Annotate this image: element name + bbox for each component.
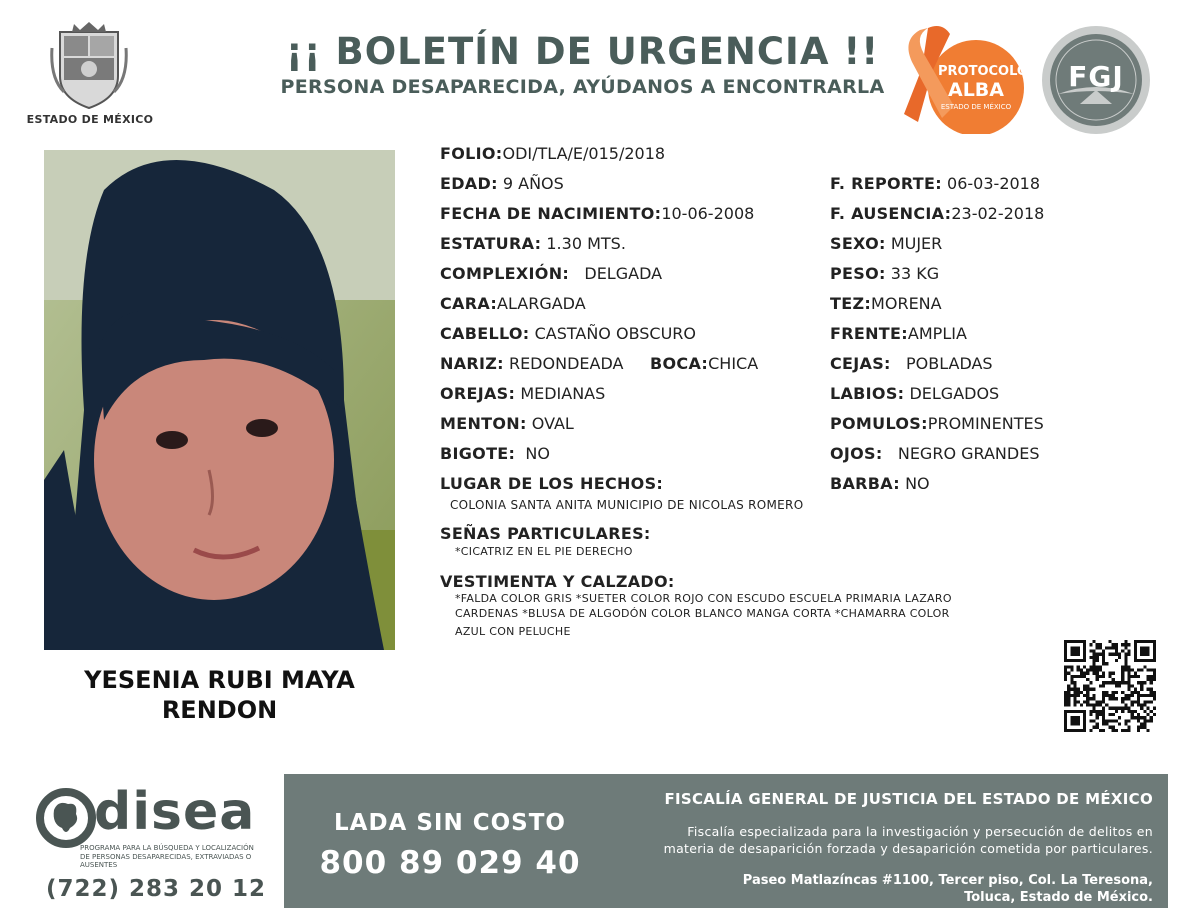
value: CASTAÑO OBSCURO	[534, 324, 697, 343]
odisea-map-pin-icon	[36, 788, 96, 850]
agency-address-2: Toluca, Estado de México.	[964, 890, 1153, 905]
state-coat-of-arms-icon	[50, 18, 128, 110]
field-f-reporte	[830, 174, 1040, 193]
vestimenta-line-1: *FALDA COLOR GRIS *SUETER COLOR ROJO CON ESCUDO ESCUELA PRIMARIA LAZARO	[455, 592, 952, 605]
senas-particulares-value: *CICATRIZ EN EL PIE DERECHO	[455, 545, 633, 558]
label: PESO:	[830, 264, 886, 283]
label: LUGAR DE LOS HECHOS:	[440, 474, 664, 493]
odisea-tagline-1: PROGRAMA PARA LA BÚSQUEDA Y LOCALIZACIÓN	[80, 844, 254, 852]
field-senas-particulares	[440, 524, 651, 543]
field-cabello	[440, 324, 696, 343]
field-bigote	[440, 444, 550, 463]
label: F. REPORTE:	[830, 174, 942, 193]
field-complexion	[440, 264, 662, 283]
protocolo-alba-logo	[898, 22, 1030, 134]
field-ojos	[830, 444, 1039, 463]
bulletin-title: ¡¡ BOLETÍN DE URGENCIA !!	[285, 30, 880, 73]
value: NO	[905, 474, 930, 493]
alba-line-3: ESTADO DE MÉXICO	[940, 103, 1012, 111]
value: MEDIANAS	[520, 384, 606, 403]
odisea-tagline-3: AUSENTES	[80, 861, 118, 869]
label: SEXO:	[830, 234, 886, 253]
field-pomulos	[830, 414, 1044, 433]
value: NO	[525, 444, 550, 463]
label: FRENTE:	[830, 324, 908, 343]
fgj-text: FGJ	[1068, 60, 1124, 93]
label: LABIOS:	[830, 384, 905, 403]
agency-description	[605, 823, 1153, 857]
bulletin-subtitle: PERSONA DESAPARECIDA, AYÚDANOS A ENCONTRARLA	[280, 76, 885, 98]
field-barba	[830, 474, 930, 493]
label: CARA:	[440, 294, 498, 313]
field-f-ausencia	[830, 204, 1044, 223]
field-vestimenta	[440, 572, 675, 591]
value: MUJER	[890, 234, 943, 253]
label: POMULOS:	[830, 414, 928, 433]
label: F. AUSENCIA:	[830, 204, 952, 223]
field-cara	[440, 294, 586, 313]
toll-free-label: LADA SIN COSTO	[334, 810, 566, 836]
value: 1.30 MTS.	[546, 234, 626, 253]
value: 10-06-2008	[661, 204, 755, 223]
label: NARIZ:	[440, 354, 504, 373]
field-frente	[830, 324, 967, 343]
value: 33 KG	[890, 264, 940, 283]
field-tez	[830, 294, 942, 313]
missing-person-name	[44, 665, 395, 725]
lugar-hechos-value: COLONIA SANTA ANITA MUNICIPIO DE NICOLAS ROMERO	[450, 498, 804, 512]
state-label: ESTADO DE MÉXICO	[26, 113, 154, 126]
value: ALARGADA	[497, 294, 586, 313]
label: FECHA DE NACIMIENTO:	[440, 204, 662, 223]
value: OVAL	[531, 414, 574, 433]
phone-number: (722) 283 20 12	[45, 876, 267, 902]
vestimenta-line-3: AZUL CON PELUCHE	[455, 625, 571, 638]
odisea-logo	[36, 782, 276, 876]
toll-free-number: 800 89 029 40	[319, 845, 581, 881]
value: REDONDEADA	[508, 354, 624, 373]
value: MORENA	[871, 294, 942, 313]
vestimenta-line-2: CARDENAS *BLUSA DE ALGODÓN COLOR BLANCO MANGA CORTA *CHAMARRA COLOR	[455, 607, 950, 620]
label: BOCA:	[650, 354, 709, 373]
label: BARBA:	[830, 474, 900, 493]
value: CHICA	[708, 354, 759, 373]
odisea-tagline-2: DE PERSONAS DESAPARECIDAS, EXTRAVIADAS O	[80, 852, 252, 861]
missing-person-photo	[44, 150, 395, 650]
label: FOLIO:	[440, 144, 503, 163]
label: CABELLO:	[440, 324, 530, 343]
value: DELGADOS	[909, 384, 1000, 403]
label: ESTATURA:	[440, 234, 542, 253]
alba-line-2: ALBA	[948, 79, 1004, 101]
field-menton	[440, 414, 574, 433]
fgj-logo	[1040, 24, 1152, 136]
value: DELGADA	[584, 264, 663, 283]
agency-description-1: Fiscalía especializada para la investigación y persecución de delitos en	[687, 824, 1153, 839]
field-boca	[650, 354, 758, 373]
alba-line-1: PROTOCOLO	[938, 64, 1028, 79]
field-orejas	[440, 384, 605, 403]
field-labios	[830, 384, 999, 403]
value: 9 AÑOS	[502, 174, 564, 193]
label: BIGOTE:	[440, 444, 516, 463]
field-fecha-nacimiento	[440, 204, 754, 223]
field-cejas	[830, 354, 993, 373]
label: VESTIMENTA Y CALZADO:	[440, 572, 675, 591]
field-nariz	[440, 354, 623, 373]
name-line-2: RENDON	[161, 696, 278, 724]
agency-address-1: Paseo Matlazíncas #1100, Tercer piso, Col. La Teresona,	[742, 873, 1153, 888]
value: AMPLIA	[907, 324, 967, 343]
agency-name: FISCALÍA GENERAL DE JUSTICIA DEL ESTADO DE MÉXICO	[664, 790, 1153, 808]
label: SEÑAS PARTICULARES:	[440, 524, 651, 543]
value: NEGRO GRANDES	[897, 444, 1040, 463]
label: OJOS:	[830, 444, 883, 463]
value: 06-03-2018	[947, 174, 1041, 193]
label: COMPLEXIÓN:	[440, 264, 570, 283]
value: ODI/TLA/E/015/2018	[502, 144, 666, 163]
agency-description-2: materia de desaparición forzada y desaparición cometida por particulares.	[663, 841, 1153, 856]
field-folio	[440, 144, 665, 163]
value: POBLADAS	[906, 354, 993, 373]
value: PROMINENTES	[927, 414, 1044, 433]
odisea-wordmark: disea	[94, 782, 256, 842]
field-peso	[830, 264, 939, 283]
name-line-1: YESENIA RUBI MAYA	[84, 666, 355, 694]
label: MENTON:	[440, 414, 527, 433]
field-sexo	[830, 234, 942, 253]
qr-code-icon[interactable]	[1064, 640, 1156, 732]
agency-address	[605, 872, 1153, 906]
value: 23-02-2018	[951, 204, 1045, 223]
field-lugar-hechos	[440, 474, 663, 493]
odisea-tagline	[80, 844, 276, 870]
label: EDAD:	[440, 174, 498, 193]
field-edad	[440, 174, 564, 193]
label: CEJAS:	[830, 354, 891, 373]
label: OREJAS:	[440, 384, 516, 403]
field-estatura	[440, 234, 626, 253]
label: TEZ:	[830, 294, 872, 313]
